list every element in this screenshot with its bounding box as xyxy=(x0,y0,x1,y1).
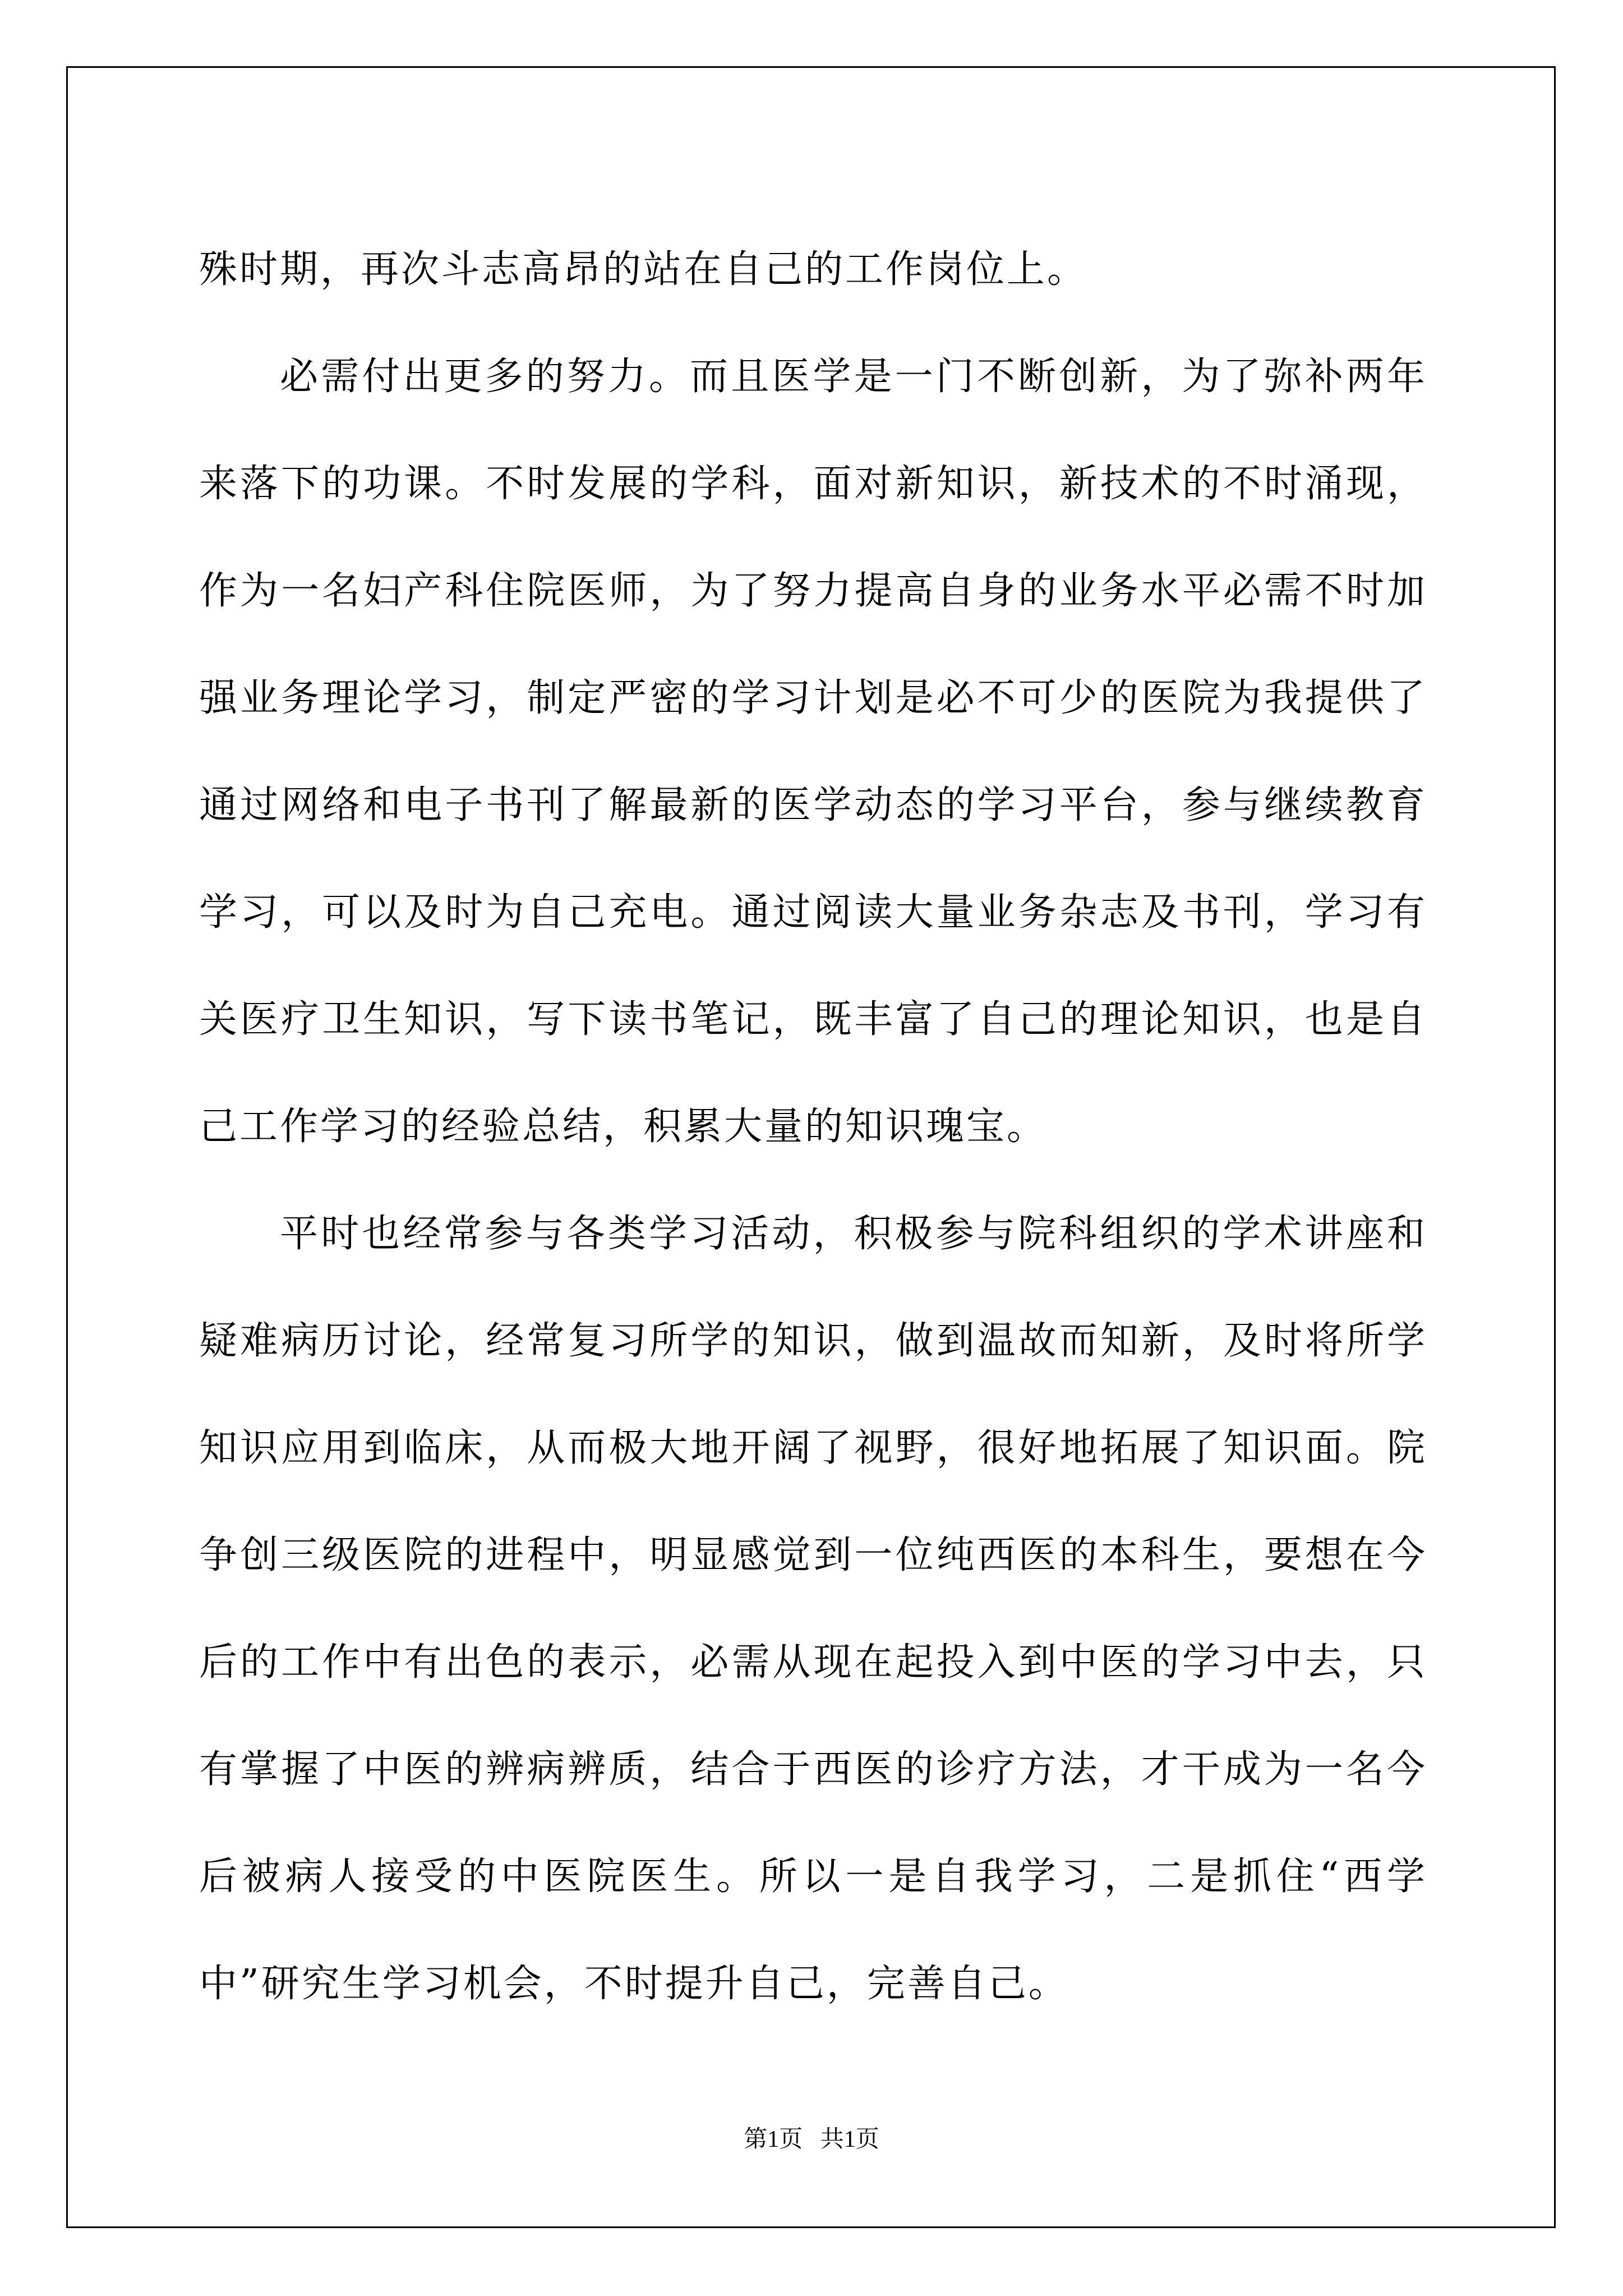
footer-spacer xyxy=(803,2127,820,2152)
document-body xyxy=(199,216,1427,2037)
page-total: 共1页 xyxy=(820,2127,879,2152)
page-number: 第1页 xyxy=(744,2127,803,2152)
page-footer xyxy=(0,2120,1623,2154)
paragraph-1: 殊时期，再次斗志高昂的站在自己的工作岗位上。 xyxy=(199,247,1088,292)
paragraph-2: 必需付出更多的努力。而且医学是一门不断创新，为了弥补两年来落下的功课。不时发展的学科，面对新知识，新技术的不时涌现，作为一名妇产科住院医师，为了努力提高自身的业务水平必需不时加强业务理论学习，制定严密的学习计划是必不可少的医院为我提供了通过网络和电子书刊了解最新的医学动态的学习平台，参与继续教育学习，可以及时为自己充电。通过阅读大量业务杂志及书刊，学习有关医疗卫生知识，写下读书笔记，既丰富了自己的理论知识，也是自己工作学习的经验总结，积累大量的知识瑰宝。 xyxy=(199,355,1427,1149)
paragraph-3: 平时也经常参与各类学习活动，积极参与院科组织的学术讲座和疑难病历讨论，经常复习所学的知识，做到温故而知新，及时将所学知识应用到临床，从而极大地开阔了视野，很好地拓展了知识面。院争创三级医院的进程中，明显感觉到一位纯西医的本科生，要想在今后的工作中有出色的表示，必需从现在起投入到中医的学习中去，只有掌握了中医的辨病辨质，结合于西医的诊疗方法，才干成为一名今后被病人接受的中医院医生。所以一是自我学习，二是抓住“西学中”研究生学习机会，不时提升自己，完善自己。 xyxy=(199,1212,1427,2006)
